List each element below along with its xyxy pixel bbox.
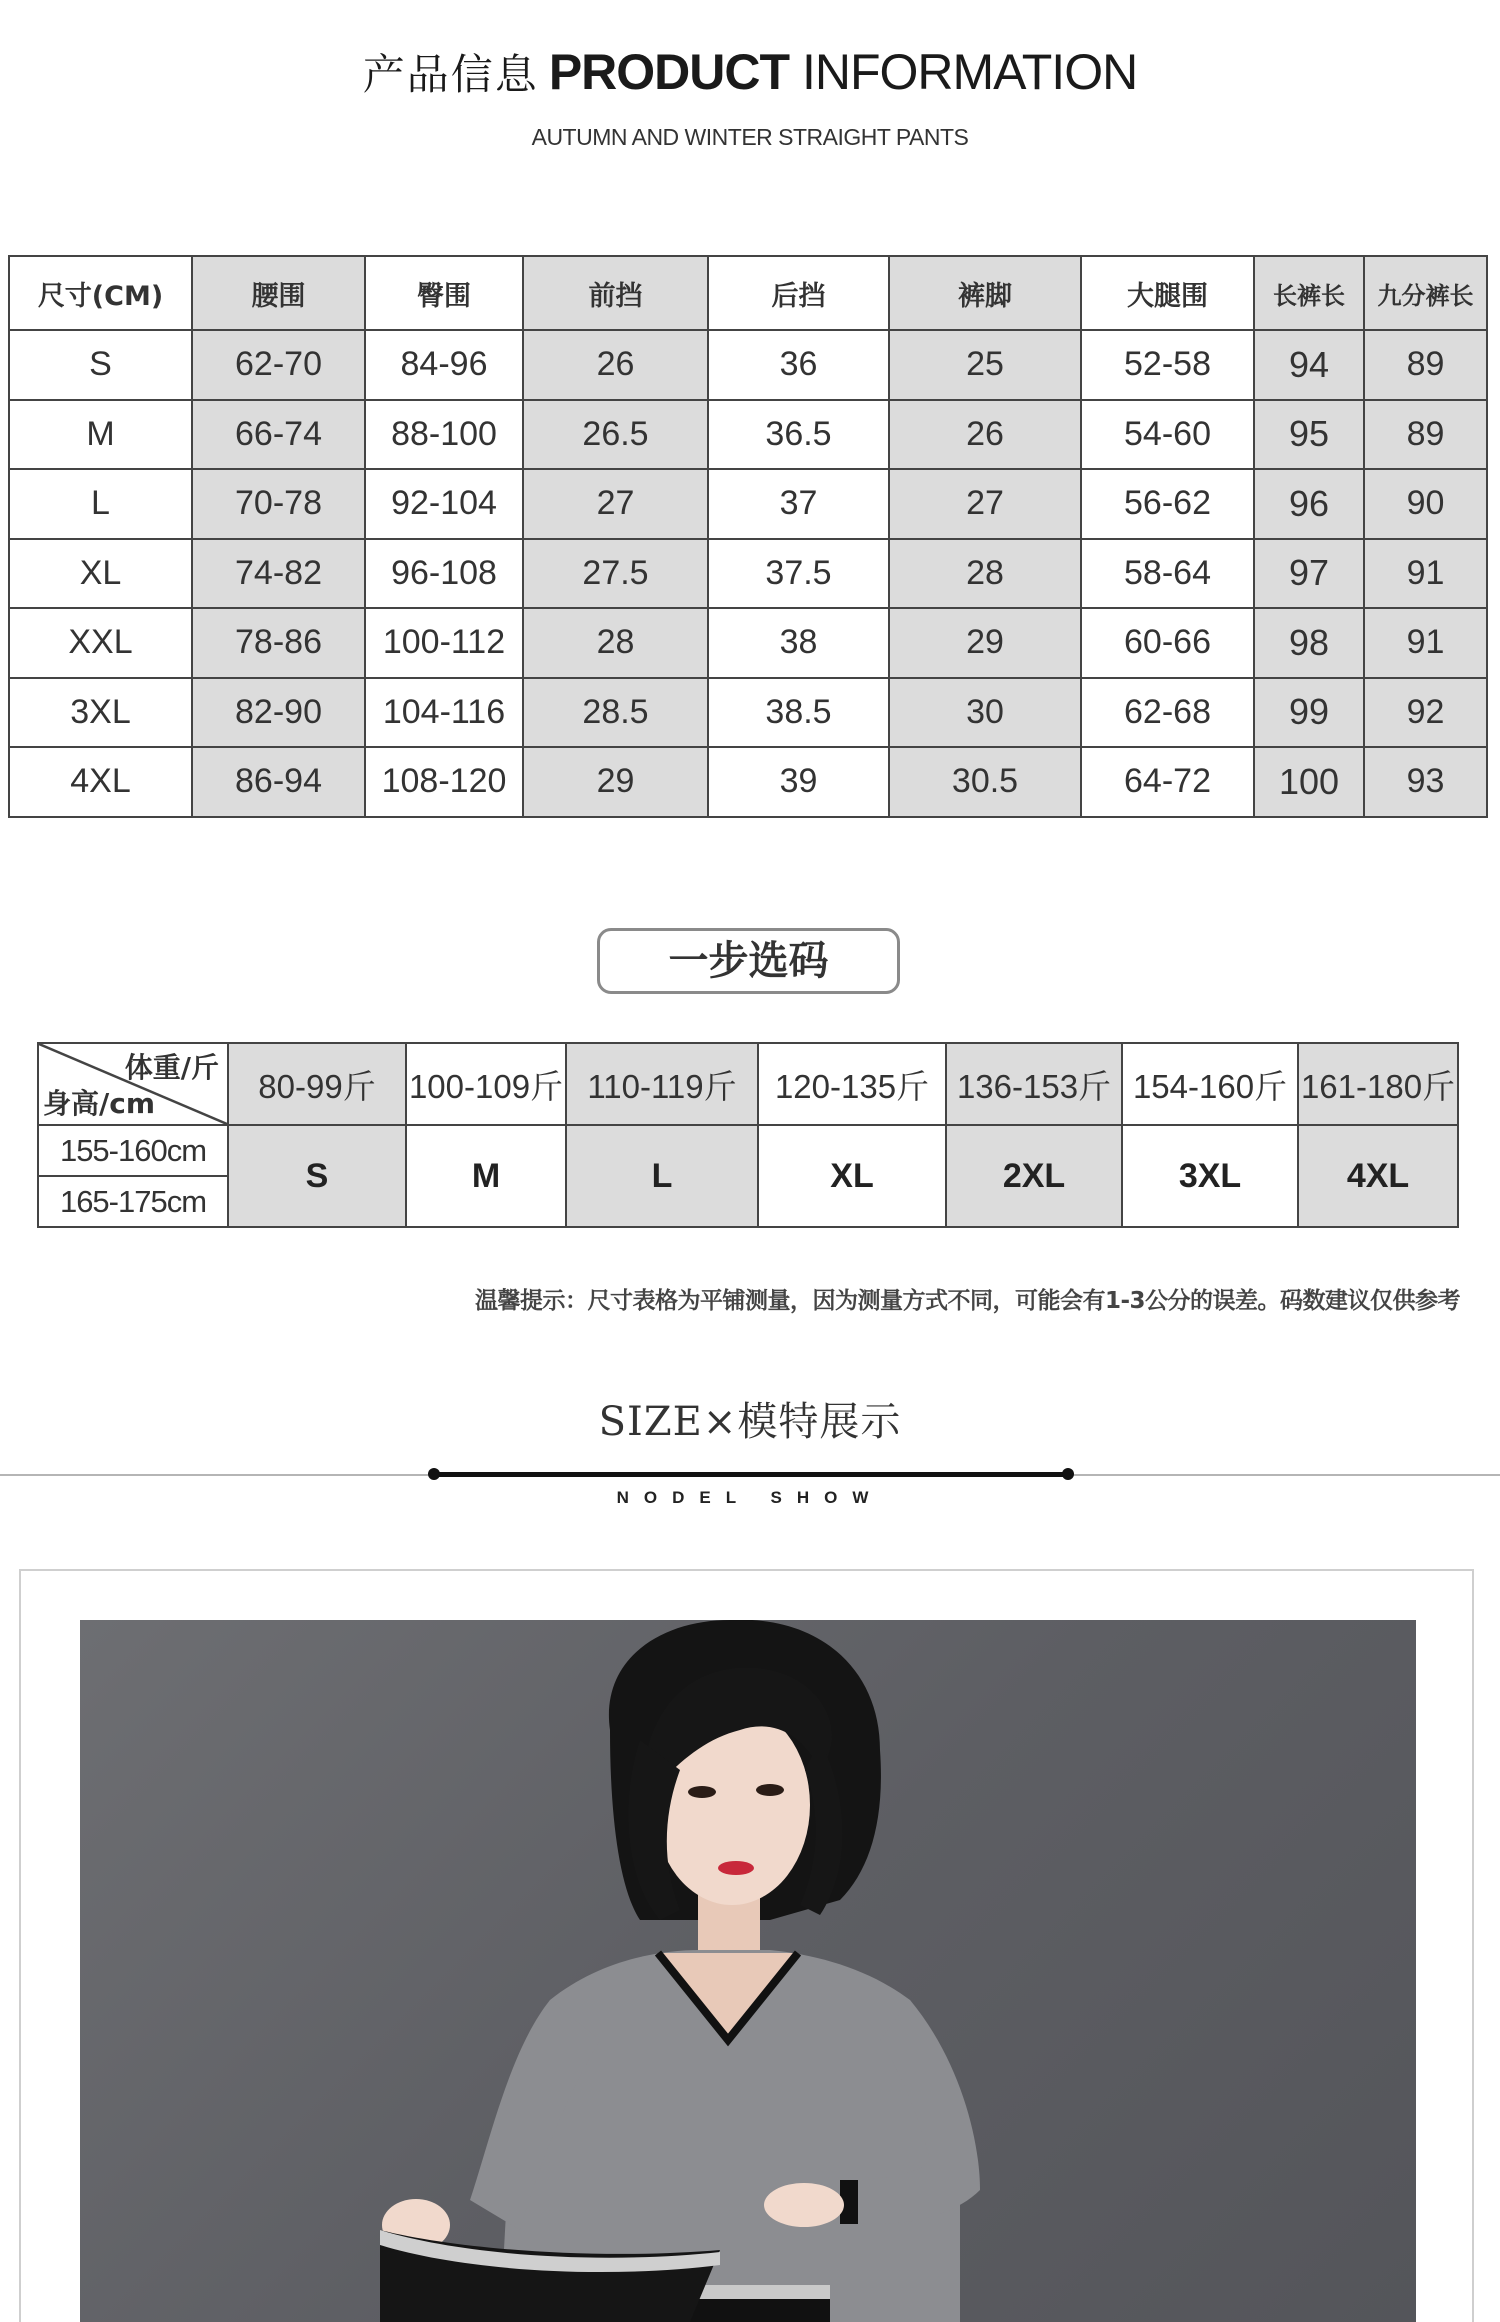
size-value-cell: 89 <box>1364 400 1487 470</box>
size-label-cell: 4XL <box>9 747 192 817</box>
size-value-cell: 91 <box>1364 539 1487 609</box>
size-value-cell: 26.5 <box>523 400 708 470</box>
size-value-cell: 97 <box>1254 539 1364 609</box>
model-figure <box>80 1620 1416 2322</box>
size-row <box>9 400 1487 470</box>
size-label-cell: L <box>9 469 192 539</box>
size-value-cell: 29 <box>889 608 1081 678</box>
size-label-cell: M <box>9 400 192 470</box>
weight-range-cell: 136-153斤 <box>946 1043 1122 1125</box>
size-value-cell: 89 <box>1364 330 1487 400</box>
size-header-cell: 前挡 <box>523 256 708 330</box>
divider-dot-right <box>1062 1468 1074 1480</box>
size-value-cell: 56-62 <box>1081 469 1254 539</box>
size-value-cell: 95 <box>1254 400 1364 470</box>
page-subtitle: AUTUMN AND WINTER STRAIGHT PANTS <box>531 124 969 150</box>
product-info-header <box>0 42 1500 151</box>
size-label-cell: XL <box>9 539 192 609</box>
size-value-cell: 36.5 <box>708 400 889 470</box>
size-value-cell: 99 <box>1254 678 1364 748</box>
size-value-cell: 62-70 <box>192 330 365 400</box>
weight-height-corner <box>38 1043 228 1125</box>
size-value-cell: 30.5 <box>889 747 1081 817</box>
measurement-tip: 温馨提示：尺寸表格为平铺测量，因为测量方式不同，可能会有1-3公分的误差。码数建议仅供参考 <box>474 1288 1460 1314</box>
size-value-cell: 100-112 <box>365 608 523 678</box>
height-axis-label: 身高/cm <box>43 1087 156 1120</box>
size-value-cell: 100 <box>1254 747 1364 817</box>
size-value-cell: 92-104 <box>365 469 523 539</box>
size-value-cell: 28 <box>523 608 708 678</box>
size-header-cell: 裤脚 <box>889 256 1081 330</box>
size-value-cell: 39 <box>708 747 889 817</box>
size-value-cell: 90 <box>1364 469 1487 539</box>
size-value-cell: 38.5 <box>708 678 889 748</box>
weight-range-cell: 120-135斤 <box>758 1043 946 1125</box>
size-value-cell: 25 <box>889 330 1081 400</box>
size-value-cell: 64-72 <box>1081 747 1254 817</box>
size-value-cell: 37.5 <box>708 539 889 609</box>
size-value-cell: 92 <box>1364 678 1487 748</box>
size-value-cell: 38 <box>708 608 889 678</box>
model-show-bar <box>432 1472 1070 1477</box>
size-header-cell: 九分裤长 <box>1364 256 1487 330</box>
size-row <box>9 469 1487 539</box>
size-header-cell: 后挡 <box>708 256 889 330</box>
size-value-cell: 88-100 <box>365 400 523 470</box>
size-value-cell: 96-108 <box>365 539 523 609</box>
size-value-cell: 91 <box>1364 608 1487 678</box>
size-row <box>9 330 1487 400</box>
size-header-cell: 大腿围 <box>1081 256 1254 330</box>
size-value-cell: 27 <box>523 469 708 539</box>
height-range-2: 165-175cm <box>38 1176 228 1227</box>
weight-range-cell: 161-180斤 <box>1298 1043 1458 1125</box>
size-value-cell: 52-58 <box>1081 330 1254 400</box>
size-header-cell: 尺寸(CM) <box>9 256 192 330</box>
size-value-cell: 28 <box>889 539 1081 609</box>
recommended-size-cell: L <box>566 1125 758 1227</box>
size-label-cell: XXL <box>9 608 192 678</box>
title-cn: 产品信息 <box>362 50 539 99</box>
size-row <box>9 539 1487 609</box>
size-row <box>9 678 1487 748</box>
size-value-cell: 36 <box>708 330 889 400</box>
model-photo <box>80 1620 1416 2322</box>
size-value-cell: 37 <box>708 469 889 539</box>
size-value-cell: 58-64 <box>1081 539 1254 609</box>
size-header-cell: 腰围 <box>192 256 365 330</box>
size-value-cell: 84-96 <box>365 330 523 400</box>
divider-dot-left <box>428 1468 440 1480</box>
size-value-cell: 78-86 <box>192 608 365 678</box>
title-product: PRODUCT <box>548 44 790 100</box>
recommended-size-cell: XL <box>758 1125 946 1227</box>
size-value-cell: 98 <box>1254 608 1364 678</box>
size-label-cell: S <box>9 330 192 400</box>
size-value-cell: 66-74 <box>192 400 365 470</box>
weight-range-cell: 100-109斤 <box>406 1043 566 1125</box>
recommended-size-cell: M <box>406 1125 566 1227</box>
size-value-cell: 86-94 <box>192 747 365 817</box>
size-value-cell: 108-120 <box>365 747 523 817</box>
height-range-1: 155-160cm <box>38 1125 228 1176</box>
recommended-size-cell: 4XL <box>1298 1125 1458 1227</box>
size-value-cell: 27 <box>889 469 1081 539</box>
size-value-cell: 82-90 <box>192 678 365 748</box>
size-row <box>9 747 1487 817</box>
size-value-cell: 28.5 <box>523 678 708 748</box>
model-show-title: SIZE×模特展示 <box>598 1399 902 1445</box>
size-value-cell: 26 <box>523 330 708 400</box>
size-value-cell: 94 <box>1254 330 1364 400</box>
size-label-cell: 3XL <box>9 678 192 748</box>
size-value-cell: 29 <box>523 747 708 817</box>
size-header-cell: 长裤长 <box>1254 256 1364 330</box>
size-value-cell: 96 <box>1254 469 1364 539</box>
size-value-cell: 26 <box>889 400 1081 470</box>
size-selection-table <box>37 1042 1459 1228</box>
size-value-cell: 93 <box>1364 747 1487 817</box>
title-information: INFORMATION <box>801 44 1138 100</box>
size-value-cell: 62-68 <box>1081 678 1254 748</box>
size-value-cell: 54-60 <box>1081 400 1254 470</box>
size-value-cell: 74-82 <box>192 539 365 609</box>
size-row <box>9 608 1487 678</box>
size-value-cell: 30 <box>889 678 1081 748</box>
weight-axis-label: 体重/斤 <box>124 1051 219 1084</box>
page-title <box>0 42 1500 102</box>
model-show-subtitle: NODEL SHOW <box>616 1488 884 1507</box>
one-step-size-pill: 一步选码 <box>597 928 900 994</box>
weight-range-cell: 154-160斤 <box>1122 1043 1298 1125</box>
size-value-cell: 70-78 <box>192 469 365 539</box>
weight-range-cell: 110-119斤 <box>566 1043 758 1125</box>
recommended-size-cell: 2XL <box>946 1125 1122 1227</box>
recommended-size-cell: S <box>228 1125 406 1227</box>
size-chart-table <box>8 255 1488 818</box>
size-value-cell: 60-66 <box>1081 608 1254 678</box>
size-value-cell: 104-116 <box>365 678 523 748</box>
size-value-cell: 27.5 <box>523 539 708 609</box>
recommended-size-cell: 3XL <box>1122 1125 1298 1227</box>
size-header-cell: 臀围 <box>365 256 523 330</box>
weight-range-cell: 80-99斤 <box>228 1043 406 1125</box>
